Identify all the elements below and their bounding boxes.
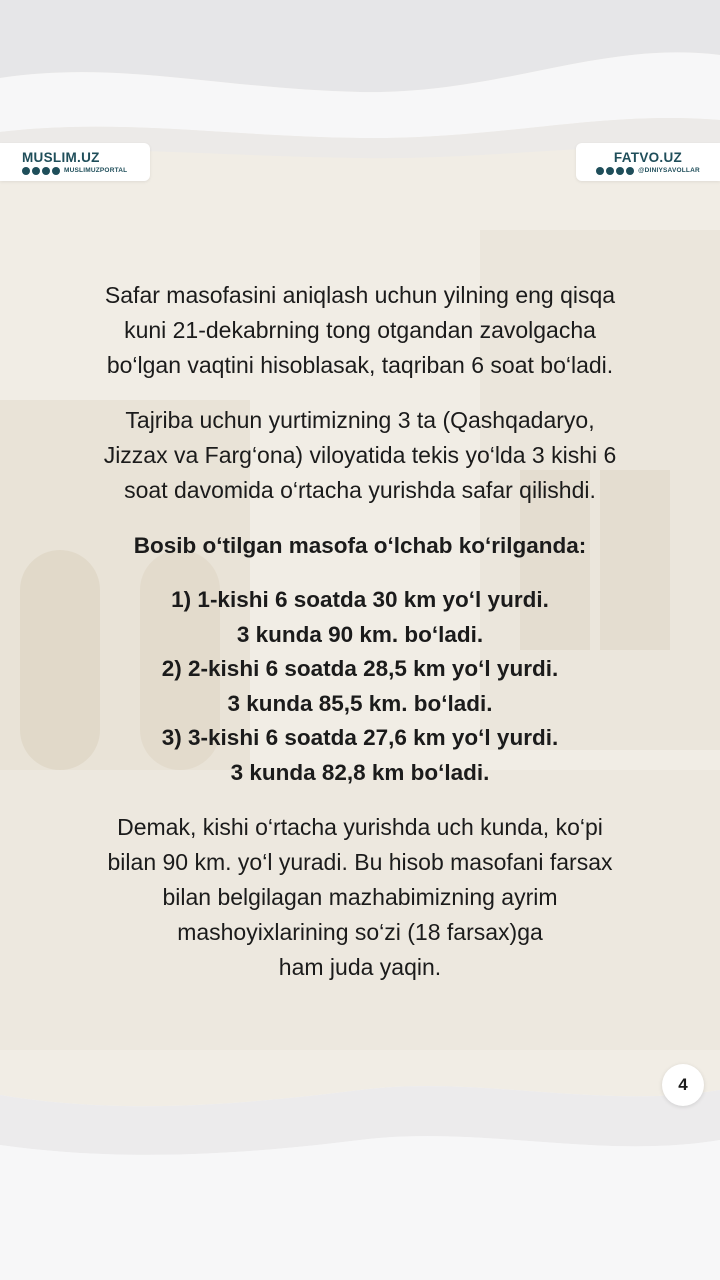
paragraph-conclusion [40, 810, 680, 985]
result-line: 3) 3-kishi 6 soatda 27,6 km yo‘l yurdi. [161, 725, 559, 750]
brand-muslim-uz [0, 143, 150, 181]
telegram-icon [52, 167, 60, 175]
youtube-icon [32, 167, 40, 175]
social-icons-right [596, 167, 700, 175]
result-line: 3 kunda 85,5 km. bo‘ladi. [227, 690, 493, 716]
text-line: bo‘lgan vaqtini hisoblasak, taqriban 6 soat bo‘ladi. [106, 352, 614, 378]
brand-name-right: FATVO.UZ [613, 149, 683, 165]
result-line: 2) 2-kishi 6 soatda 28,5 km yo‘l yurdi. [161, 656, 559, 681]
text-line: Jizzax va Farg‘ona) viloyatida tekis yo‘lda 3 kishi 6 [103, 442, 617, 468]
brand-handle-right: @DINIYSAVOLLAR [638, 167, 700, 174]
text-line: soat davomida o‘rtacha yurishda safar qilishdi. [124, 477, 596, 503]
bottom-wave-decoration [0, 1050, 720, 1280]
telegram-icon [626, 167, 634, 175]
instagram-icon [22, 167, 30, 175]
text-line: Demak, kishi o‘rtacha yurishda uch kunda, ko‘pi [117, 814, 603, 840]
text-line: bilan belgilagan mazhabimizning ayrim [162, 884, 558, 910]
brand-handle-left: MUSLIMUZPORTAL [64, 167, 128, 174]
paragraph-experiment [40, 403, 680, 508]
brand-fatvo-uz [576, 143, 720, 181]
text-line: bilan 90 km. yo‘l yuradi. Bu hisob masofani farsax [107, 849, 613, 875]
text-line: mashoyixlarining so‘zi (18 farsax)ga [177, 919, 543, 945]
brand-name-left: MUSLIM.UZ [22, 149, 100, 165]
social-icons-left [22, 167, 127, 175]
page-number-badge: 4 [662, 1064, 704, 1106]
result-line: 3 kunda 90 km. bo‘ladi. [236, 621, 484, 647]
text-line: ham juda yaqin. [278, 954, 442, 980]
article-content [40, 278, 680, 1005]
youtube-icon [606, 167, 614, 175]
instagram-icon [596, 167, 604, 175]
text-line: Tajriba uchun yurtimizning 3 ta (Qashqadaryo, [125, 407, 595, 433]
text-line: kuni 21-dekabrning tong otgandan zavolgacha [124, 317, 596, 343]
text-line: Safar masofasini aniqlash uchun yilning eng qisqa [104, 282, 616, 308]
paragraph-intro [40, 278, 680, 383]
results-list [40, 583, 680, 790]
facebook-icon [616, 167, 624, 175]
facebook-icon [42, 167, 50, 175]
result-line: 1) 1-kishi 6 soatda 30 km yo‘l yurdi. [171, 587, 549, 612]
result-line: 3 kunda 82,8 km bo‘ladi. [230, 759, 490, 785]
section-heading: Bosib o‘tilgan masofa o‘lchab ko‘rilganda: [133, 533, 587, 558]
